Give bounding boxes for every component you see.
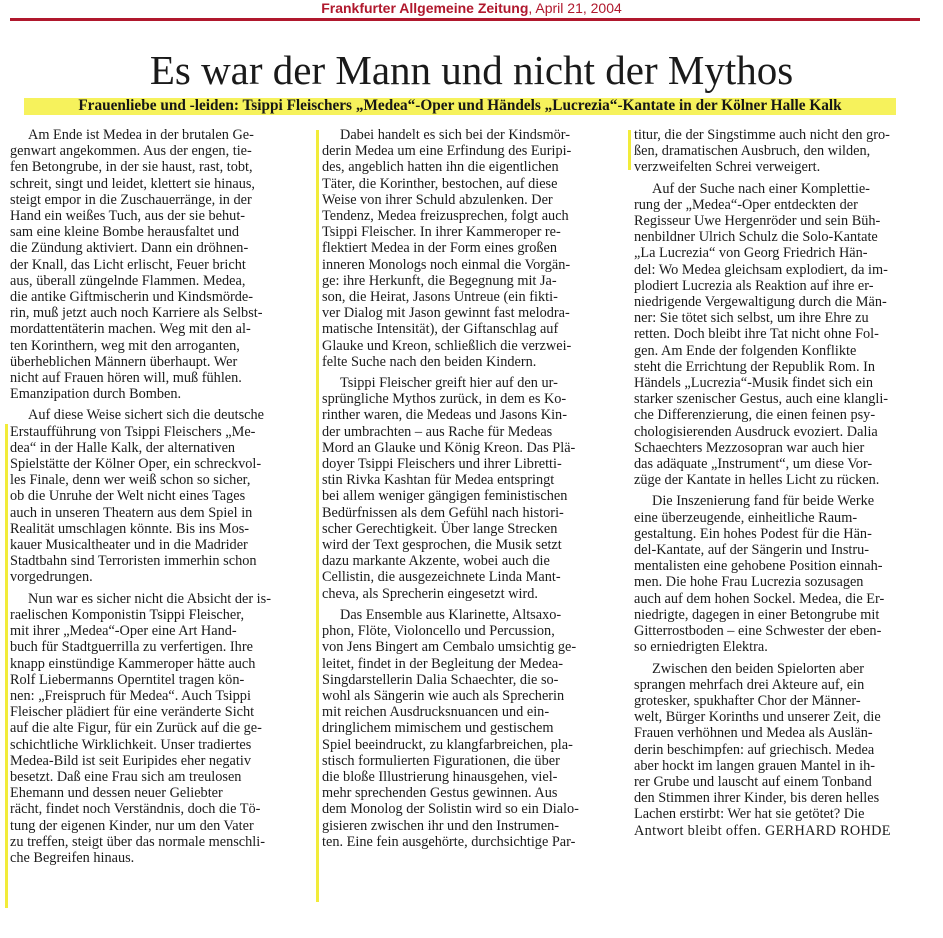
- article-column-3: [634, 127, 924, 839]
- text-line: den Stimmen ihrer Kinder, bis deren helles: [634, 790, 880, 807]
- text-line: wohl als Sängerin wie auch als Sprecherin: [322, 687, 565, 704]
- text-line: verzweifelten Schrei verweigert.: [634, 159, 821, 176]
- text-line: Dabei handelt es sich bei der Kindsmör-: [340, 127, 570, 143]
- text-line: inneren Monologs noch einmal die Vorgän-: [322, 256, 571, 273]
- publication-name: Frankfurter Allgemeine Zeitung: [321, 0, 529, 16]
- text-line: derin beschimpfen: auf griechisch. Medea: [634, 741, 875, 758]
- text-line: mehr sprechenden Gestus gewinnen. Aus: [322, 785, 558, 802]
- text-line: leitet, findet in der Begleitung der Medea-: [322, 655, 563, 672]
- source-line: [0, 0, 943, 16]
- text-line: dazu markante Akzente, wobei auch die: [322, 553, 550, 570]
- text-line: dea“ in der Halle Kalk, der alternativen: [10, 439, 236, 456]
- text-line: Tsippi Fleischer. In ihrer Kammeroper re-: [322, 224, 561, 241]
- text-line: Antwort bleibt offen. GERHARD ROHDE: [634, 822, 891, 839]
- text-line: Emanzipation durch Bomben.: [10, 386, 182, 403]
- text-line: titur, die der Singstimme auch nicht den gro-: [634, 127, 890, 143]
- text-line: wird der Text gesprochen, die Musik setzt: [322, 537, 562, 554]
- text-line: Stadtbahn sind Terroristen immerhin schon: [10, 553, 257, 570]
- text-line: mordattentäterin machen. Weg mit den al-: [10, 321, 251, 338]
- text-line: Hand ein weißes Tuch, aus der sie behut-: [10, 208, 246, 225]
- text-line: Die Inszenierung fand für beide Werke: [652, 493, 875, 510]
- text-line: Auf der Suche nach einer Komplettie-: [652, 180, 870, 197]
- text-line: retten. Doch bleibt ihre Tat nicht ohne Fol-: [634, 326, 879, 343]
- text-line: del: Wo Medea gleichsam explodiert, da im-: [634, 261, 888, 278]
- text-line: Glauke und Kreon, schließlich die verzwei-: [322, 337, 572, 354]
- text-line: Bedürfnissen als dem Gefühl nach histori-: [322, 504, 564, 521]
- text-line: Ehemann und dessen neuer Geliebter: [10, 785, 223, 802]
- text-line: mit reichen Ausdrucksnuancen und ein-: [322, 704, 550, 721]
- text-line: doyer Tsippi Fleischers und ihrer Libretti-: [322, 456, 562, 473]
- text-line: tung der eigenen Kinder, nur um den Vater: [10, 817, 254, 834]
- text-line: Mord an Glauke und König Kreon. Das Plä-: [322, 439, 576, 456]
- text-line: „La Lucrezia“ von Georg Friedrich Hän-: [634, 245, 868, 262]
- text-line: ten Korinthern, weg mit den arroganten,: [10, 337, 240, 354]
- text-line: sam eine kleine Bombe herausfaltet und: [10, 224, 240, 241]
- text-line: Singdarstellerin Dalia Schaechter, die so-: [322, 671, 559, 688]
- text-line: Weise von ihrer Schuld abzulenken. Der: [322, 191, 553, 208]
- text-line: Medea-Bild ist seit Euripides eher negativ: [10, 752, 251, 769]
- text-line: steht die Errichtung der Republik Rom. In: [634, 358, 876, 375]
- text-line: dem Monolog der Solistin wird so ein Dialo-: [322, 801, 579, 818]
- highlight-marker-col1: [5, 424, 8, 908]
- text-line: gen. Am Ende der folgenden Konflikte: [634, 342, 857, 359]
- text-line: knapp einstündige Kammeroper hätte auch: [10, 655, 256, 672]
- text-line: genwart angekommen. Aus der engen, tie-: [10, 143, 252, 160]
- text-line: sprangen mehrfach drei Akteure auf, ein: [634, 676, 865, 693]
- text-line: eine überzeugende, einheitliche Raum-: [634, 509, 858, 526]
- subheadline-block: [24, 95, 896, 115]
- text-line: die antike Giftmischerin und Kindsmörde-: [10, 289, 253, 306]
- text-line: Spielstätte der Kölner Oper, ein schreckvol-: [10, 456, 262, 473]
- article-column-2: [322, 127, 616, 850]
- text-line: plodiert Lucrezia als Reaktion auf ihre er-: [634, 277, 874, 294]
- text-line: ob die Unruhe der Welt nicht eines Tages: [10, 488, 246, 505]
- text-line: derin Medea um eine Erfindung des Euripi-: [322, 143, 572, 160]
- text-line: nenbildner Ulrich Schulz die Solo-Kantate: [634, 229, 878, 246]
- text-line: der umbrachten – aus Rache für Medeas: [322, 423, 553, 440]
- text-line: mentalisten eine gehobene Position einnah-: [634, 558, 883, 575]
- text-line: züge der Kantate in helles Licht zu rücken.: [634, 472, 880, 489]
- text-line: che Begreifen hinaus.: [10, 849, 135, 866]
- text-line: stin Rivka Kashtan für Medea entspringt: [322, 472, 555, 489]
- text-line: Rolf Liebermanns Operntitel tragen kön-: [10, 671, 245, 688]
- text-line: flektiert Medea in der Form eines großen: [322, 240, 558, 257]
- text-line: niedrigte, dagegen in einer Betongrube mit: [634, 606, 880, 623]
- text-line: die Zündung aktiviert. Dann ein dröhnen-: [10, 240, 249, 257]
- text-line: cheva, als Sprecherin eingesetzt wird.: [322, 585, 538, 602]
- text-line: sprüngliche Mythos zurück, in dem es Ko-: [322, 391, 567, 408]
- text-line: les Finale, denn wer weiß schon so sicher,: [10, 472, 251, 489]
- text-line: Frauen verhöhnen und Medea als Auslän-: [634, 725, 873, 742]
- text-line: Händels „Lucrezia“-Musik findet sich ein: [634, 375, 873, 392]
- text-line: auch auf dem hohen Sockel. Medea, die Er-: [634, 590, 885, 607]
- text-line: gisieren zwischen ihr und den Instrumen-: [322, 817, 560, 834]
- text-line: Am Ende ist Medea in der brutalen Ge-: [28, 127, 254, 143]
- text-line: schichtliche Wirklichkeit. Unser tradiertes: [10, 736, 252, 753]
- text-line: ner: Sie tötet sich selbst, um ihre Ehre zu: [634, 310, 869, 327]
- text-line: che Differenzierung, die einen feinen psy-: [634, 407, 876, 424]
- text-line: nicht auf Frauen hören will, muß fühlen.: [10, 370, 242, 387]
- text-line: das adäquate „Instrument“, um diese Vor-: [634, 456, 873, 473]
- header-rule: [10, 18, 920, 21]
- text-line: aus, überall züngelnde Flammen. Medea,: [10, 272, 246, 289]
- highlight-marker-col2: [316, 130, 319, 902]
- text-line: Regisseur Uwe Hergenröder und sein Büh-: [634, 213, 881, 230]
- text-line: Auf diese Weise sichert sich die deutsche: [28, 407, 264, 424]
- highlight-marker-col3: [628, 130, 631, 170]
- text-line: rung der „Medea“-Oper entdeckten der: [634, 196, 858, 213]
- text-line: besetzt. Daß eine Frau sich am treulosen: [10, 768, 242, 785]
- text-line: stisch formulierten Figurationen, die über: [322, 752, 560, 769]
- text-line: Zwischen den beiden Spielorten aber: [652, 660, 864, 677]
- text-line: ten. Eine fein ausgehörte, durchsichtige Par-: [322, 833, 576, 850]
- text-line: rin, muß jetzt auch noch Karriere als Selbst-: [10, 305, 263, 322]
- text-line: rer Grube und lauscht auf einem Tonband: [634, 773, 872, 790]
- text-line: niedrigende Vergewaltigung durch die Män-: [634, 294, 887, 311]
- text-line: nen: „Freispruch für Medea“. Auch Tsippi: [10, 687, 251, 704]
- text-line: des, angeblich hatten ihn die eigentlichen: [322, 159, 559, 176]
- text-line: Erstaufführung von Tsippi Fleischers „Me-: [10, 423, 256, 440]
- text-line: ßen, dramatischen Ausbruch, den wilden,: [634, 143, 871, 160]
- text-line: Tsippi Fleischer greift hier auf den ur-: [340, 375, 558, 392]
- text-line: Das Ensemble aus Klarinette, Altsaxo-: [340, 606, 562, 623]
- text-line: Lachen erstirbt: Wer hat sie getötet? Die: [634, 806, 865, 823]
- text-line: vorgedrungen.: [10, 569, 93, 586]
- text-line: Fleischer plädiert für eine veränderte Sicht: [10, 704, 255, 721]
- text-line: grotesker, spukhafter Chor der Männer-: [634, 692, 861, 709]
- text-line: matische Intensität), der Giftanschlag auf: [322, 321, 559, 338]
- text-line: ver Dialog mit Jason gewinnt fast melodra-: [322, 305, 570, 322]
- text-line: gestaltung. Ein hohes Podest für die Hän-: [634, 525, 872, 542]
- text-line: phon, Flöte, Violoncello und Percussion,: [322, 623, 555, 640]
- text-line: zu treffen, steigt über das normale menschli-: [10, 833, 266, 850]
- text-line: auch in unseren Theatern aus dem Spiel in: [10, 504, 253, 521]
- text-line: Tendenz, Medea freizusprechen, folgt auch: [322, 208, 569, 225]
- text-line: Realität umschlagen könnte. Bis ins Mos-: [10, 520, 250, 537]
- publication-date: , April 21, 2004: [528, 0, 622, 16]
- text-line: der Knall, das Licht erlischt, Feuer bricht: [10, 256, 246, 273]
- text-line: men. Die hohe Frau Lucrezia sozusagen: [634, 574, 864, 591]
- text-line: Spiel beeindruckt, zu klangfarbreichen, pla-: [322, 736, 573, 753]
- text-line: schreit, singt und leidet, klettert sie hinaus,: [10, 175, 255, 192]
- text-line: Gitterrostboden – eine Schwester der eben-: [634, 623, 882, 640]
- text-line: steigt empor in die Zuschauerränge, in der: [10, 191, 252, 208]
- text-line: Nun war es sicher nicht die Absicht der is-: [28, 590, 271, 607]
- text-line: son, die Heirat, Jasons Untreue (ein fikti-: [322, 289, 558, 306]
- text-line: fen Betongrube, in der sie haust, rast, tobt,: [10, 159, 253, 176]
- text-line: Täter, die Korinther, bestochen, auf diese: [322, 175, 558, 192]
- text-line: ge: ihre Herkunft, die Begegnung mit Ja-: [322, 272, 557, 289]
- article-subheadline: Frauenliebe und -leiden: Tsippi Fleischers „Medea“-Oper und Händels „Lucrezia“-Kantate in der Kölner Halle Kalk: [78, 97, 842, 114]
- text-line: mit ihrer „Medea“-Oper eine Art Hand-: [10, 623, 237, 640]
- article-column-1: [10, 127, 304, 866]
- text-line: auf die alte Figur, für ein Zurück auf die ge-: [10, 720, 262, 737]
- text-line: raelischen Komponistin Tsippi Fleischer,: [10, 606, 245, 623]
- text-line: aber hockt im langen grauen Mantel in ih-: [634, 757, 875, 774]
- text-line: die bloße Illustrierung hinausgehen, viel-: [322, 768, 558, 785]
- text-line: starker szenischer Gestus, auch eine klangli-: [634, 391, 889, 408]
- text-line: dringlichem mimischem und gestischem: [322, 720, 554, 737]
- text-line: kauer Musicaltheater und in die Madrider: [10, 537, 248, 554]
- text-line: von Jens Bingert am Cembalo umsichtig ge-: [322, 639, 577, 656]
- text-line: Cellistin, die ausgezeichnete Linda Mant-: [322, 569, 561, 586]
- text-line: scher Gerechtigkeit. Über lange Strecken: [322, 520, 558, 537]
- text-line: rinther waren, die Medeas und Jasons Kin-: [322, 407, 567, 424]
- text-line: so erniedrigten Elektra.: [634, 639, 768, 656]
- text-line: überheblichen Männern überhaupt. Wer: [10, 353, 238, 370]
- article-headline: Es war der Mann und nicht der Mythos: [149, 47, 794, 93]
- text-line: Schaechters Mezzosopran war auch hier: [634, 439, 865, 456]
- text-line: bei allem weniger gängigen feministischen: [322, 488, 568, 505]
- text-line: rächt, findet noch Verständnis, doch die Tö-: [10, 801, 261, 818]
- text-line: del-Kantate, auf der Sängerin und Instru-: [634, 542, 870, 559]
- text-line: welt, Bürger Korinths und unserer Zeit, die: [634, 709, 881, 726]
- text-line: felte Suche nach den beiden Kindern.: [322, 353, 537, 370]
- text-line: buch für Stadtguerrilla zu verfertigen. Ihre: [10, 639, 253, 656]
- text-line: chologisierenden Ausdruck evoziert. Dalia: [634, 423, 878, 440]
